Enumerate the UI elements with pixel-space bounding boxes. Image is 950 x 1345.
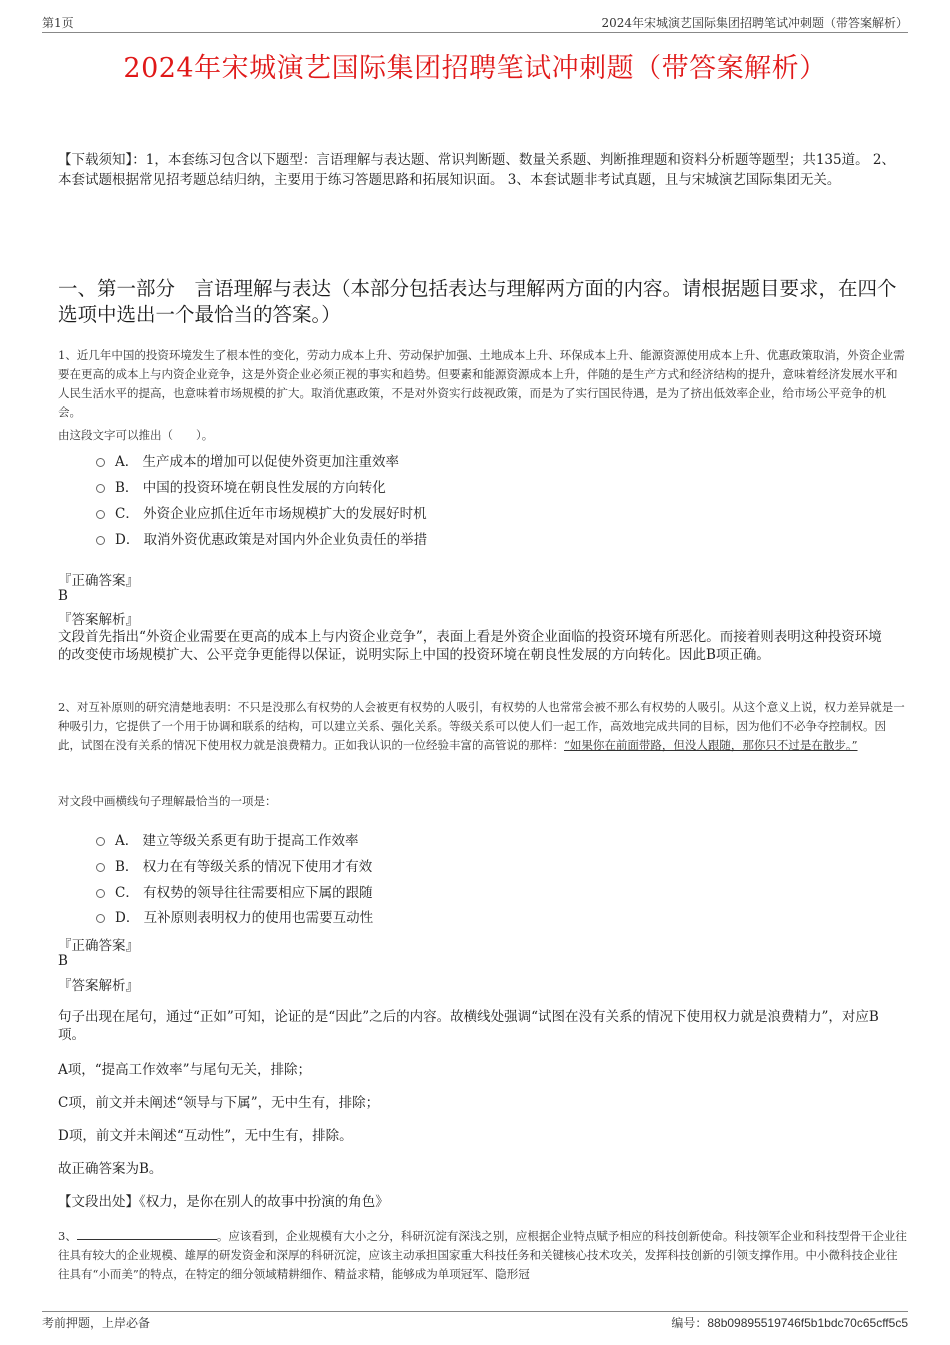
radio-icon[interactable] bbox=[96, 889, 105, 898]
q1-option-a[interactable] bbox=[96, 450, 399, 470]
q1-option-c-label: C． 外资企业应抓住近年市场规模扩大的发展好时机 bbox=[115, 506, 427, 522]
question-2-text bbox=[58, 698, 908, 755]
footer-code bbox=[671, 1314, 908, 1331]
q2-option-b-label: B． 权力在有等级关系的情况下使用才有效 bbox=[115, 859, 373, 875]
radio-icon[interactable] bbox=[96, 458, 105, 467]
radio-icon[interactable] bbox=[96, 510, 105, 519]
download-notice: 【下载须知】：1，本套练习包含以下题型：言语理解与表达题、常识判断题、数量关系题、判断推理题和资料分析题等题型；共135道。 2、本套试题根据常见招考题总结归纳，主要用于练习答题思路和拓展知识面。 3、本套试题非考试真题，且与宋城演艺国际集团无关。 bbox=[58, 152, 895, 188]
question-1-text: 1、近几年中国的投资环境发生了根本性的变化，劳动力成本上升、劳动保护加强、土地成本上升、环保成本上升、能源资源使用成本上升、优惠政策取消，外资企业需要在更高的成本上与内资企业竞争，这是外资企业必须正视的事实和趋势。但要素和能源资源成本上升，伴随的是生产方式和经济结构的提升，意味着经济发展水平和人民生活水平的提高，也意味着市场规模的扩大。取消优惠政策，不是对外资实行歧视政策，而是为了实行国民待遇，是为了挤出低效率企业，给市场公平竞争的机会。 bbox=[58, 348, 905, 419]
q1-answer-label: 『正确答案』 bbox=[58, 573, 139, 589]
q2-answer: B bbox=[58, 953, 68, 969]
radio-icon[interactable] bbox=[96, 863, 105, 872]
q2-option-d[interactable] bbox=[96, 906, 373, 926]
question-2-prompt: 对文段中画横线句子理解最恰当的一项是： bbox=[58, 794, 277, 808]
radio-icon[interactable] bbox=[96, 837, 105, 846]
q1-option-b[interactable] bbox=[96, 476, 386, 496]
radio-icon[interactable] bbox=[96, 536, 105, 545]
q2-option-b[interactable] bbox=[96, 855, 372, 875]
page-number: 第1页 bbox=[42, 16, 74, 30]
header-doc-title: 2024年宋城演艺国际集团招聘笔试冲刺题（带答案解析） bbox=[601, 16, 908, 30]
footer-code-label: 编号： bbox=[671, 1316, 708, 1330]
q2-analysis-c: C项，前文并未阐述“领导与下属”，无中生有，排除； bbox=[58, 1095, 380, 1111]
q2-analysis-main: 句子出现在尾句，通过“正如”可知，论证的是“因此”之后的内容。故横线处强调“试图在没有关系的情况下使用权力就是浪费精力”，对应B项。 bbox=[58, 1009, 879, 1043]
q2-option-c[interactable] bbox=[96, 881, 373, 901]
question-1-prompt: 由这段文字可以推出（ ）。 bbox=[58, 428, 214, 442]
q1-option-a-label: A． 生产成本的增加可以促使外资更加注重效率 bbox=[115, 454, 400, 470]
radio-icon[interactable] bbox=[96, 484, 105, 493]
q1-option-b-label: B． 中国的投资环境在朝良性发展的方向转化 bbox=[115, 480, 386, 496]
footer-divider bbox=[42, 1311, 908, 1312]
q2-source-text: 《权力，是你在别人的故事中扮演的角色》 bbox=[139, 1194, 389, 1210]
question-3-body: 。应该看到，企业规模有大小之分，科研沉淀有深浅之别，应根据企业特点赋予相应的科技创新使命。科技领军企业和科技型骨干企业往往具有较大的企业规模、雄厚的研发资金和深厚的科研沉淀，应该主动承担国家重大科技任务和关键核心技术攻关，发挥科技创新的引领支撑作用。中小微科技企业往往具有“小而美”的特点，在特定的细分领域精耕细作、精益求精，能够成为单项冠军、隐形冠 bbox=[58, 1229, 907, 1281]
question-3-number: 3、 bbox=[58, 1229, 77, 1243]
q2-source-label: 【文段出处】 bbox=[58, 1194, 139, 1210]
q1-answer: B bbox=[58, 588, 68, 604]
q2-option-c-label: C． 有权势的领导往往需要相应下属的跟随 bbox=[115, 885, 373, 901]
section-heading: 一、第一部分 言语理解与表达（本部分包括表达与理解两方面的内容。请根据题目要求，在四个选项中选出一个最恰当的答案。） bbox=[58, 277, 897, 326]
q2-analysis-a: A项，“提高工作效率”与尾句无关，排除； bbox=[58, 1062, 312, 1078]
header-divider bbox=[42, 32, 908, 33]
q1-option-d-label: D． 取消外资优惠政策是对国内外企业负责任的举措 bbox=[115, 532, 428, 548]
q1-analysis: 文段首先指出“外资企业需要在更高的成本上与内资企业竞争”，表面上看是外资企业面临的投资环境有所恶化。而接着则表明这种投资环境的改变使市场规模扩大、公平竞争更能得以保证，说明实际上中国的投资环境在朝良性发展的方向转化。因此B项正确。 bbox=[58, 629, 882, 663]
q2-analysis-conclusion: 故正确答案为B。 bbox=[58, 1161, 163, 1177]
q1-analysis-label: 『答案解析』 bbox=[58, 612, 139, 628]
radio-icon[interactable] bbox=[96, 914, 105, 923]
q2-option-d-label: D． 互补原则表明权力的使用也需要互动性 bbox=[115, 910, 374, 926]
question-2-underlined-quote: “如果你在前面带路，但没人跟随，那你只不过是在散步。” bbox=[564, 738, 858, 752]
q2-source bbox=[58, 1193, 389, 1211]
q2-analysis-d: D项，前文并未阐述“互动性”，无中生有，排除。 bbox=[58, 1128, 353, 1144]
q2-analysis-label: 『答案解析』 bbox=[58, 978, 139, 994]
q2-option-a-label: A． 建立等级关系更有助于提高工作效率 bbox=[115, 833, 359, 849]
fill-in-blank bbox=[77, 1228, 217, 1240]
question-3-text bbox=[58, 1227, 908, 1284]
question-2-body: 2、对互补原则的研究清楚地表明：不只是没那么有权势的人会被更有权势的人吸引，有权势的人也常常会被不那么有权势的人吸引。从这个意义上说，权力差异就是一种吸引力，它提供了一个用于协调和联系的结构，可以建立关系、强化关系。等级关系可以使人们一起工作，高效地完成共同的目标，因为他们不必争夺控制权。因此，试图在没有关系的情况下使用权力就是浪费精力。正如我认识的一位经验丰富的高管说的那样： bbox=[58, 700, 905, 752]
footer-code-value: 88b09895519746f5b1bdc70c65cff5c5 bbox=[707, 1316, 908, 1330]
footer-slogan: 考前押题，上岸必备 bbox=[42, 1316, 151, 1330]
q2-option-a[interactable] bbox=[96, 829, 359, 849]
page-title: 2024年宋城演艺国际集团招聘笔试冲刺题（带答案解析） bbox=[123, 53, 827, 84]
q2-answer-label: 『正确答案』 bbox=[58, 938, 139, 954]
q1-option-c[interactable] bbox=[96, 502, 427, 522]
q1-option-d[interactable] bbox=[96, 528, 427, 548]
